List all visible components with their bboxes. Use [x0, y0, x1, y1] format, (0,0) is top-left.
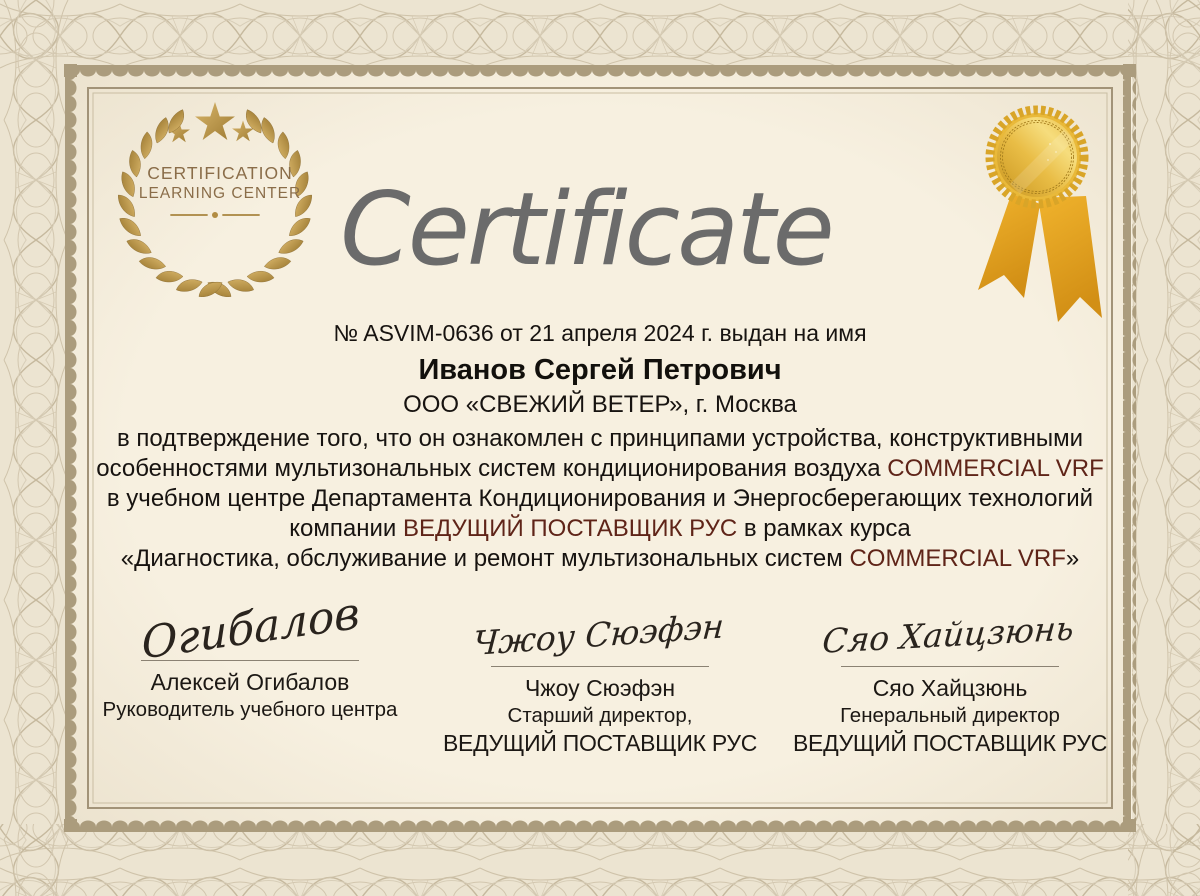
recipient-name: Иванов Сергей Петрович [418, 354, 782, 386]
signatory-name: Сяо Хайцзюнь [872, 675, 1028, 701]
body-line-2: особенностями мультизональных систем кондиционирования воздуха COMMERCIAL VRF [96, 455, 1104, 482]
body-line-4: компании ВЕДУЩИЙ ПОСТАВЩИК РУС в рамках курса [289, 515, 911, 542]
signatory-block [435, 566, 765, 757]
body-line-5: «Диагностика, обслуживание и ремонт мультизональных систем COMMERCIAL VRF» [120, 545, 1080, 572]
logo-line2: LEARNING CENTER [138, 185, 302, 202]
signatory-org: ВЕДУЩИЙ ПОСТАВЩИК РУС [792, 730, 1108, 756]
signatory-role: Генеральный директор [840, 704, 1060, 727]
handwritten-signature: Сяо Хайцзюнь [820, 608, 1076, 661]
body-line-1: в подтверждение того, что он ознакомлен с принципами устройства, конструктивными [116, 425, 1084, 452]
body-line-3: в учебном центре Департамента Кондиционирования и Энергосберегающих технологий [106, 485, 1094, 512]
highlight-company-name: ВЕДУЩИЙ ПОСТАВЩИК РУС [402, 515, 738, 542]
certificate-number-line: № ASVIM-0636 от 21 апреля 2024 г. выдан на имя [333, 320, 867, 346]
signatory-org: ВЕДУЩИЙ ПОСТАВЩИК РУС [442, 730, 758, 756]
handwritten-signature: Огибалов [140, 587, 361, 670]
signatory-name: Чжоу Сюэфэн [524, 675, 676, 701]
signatory-block [85, 566, 415, 757]
signature-row [85, 566, 1115, 757]
certificate-title: Certificate [340, 170, 832, 288]
highlight-commercial-vrf: COMMERCIAL VRF [849, 545, 1066, 572]
certificate-body [95, 424, 1105, 574]
signatory-role: Руководитель учебного центра [102, 698, 398, 721]
signature-line [841, 666, 1059, 667]
highlight-commercial-vrf: COMMERCIAL VRF [887, 455, 1104, 482]
signatory-block [785, 566, 1115, 757]
signatory-name: Алексей Огибалов [150, 669, 350, 695]
logo-line1: CERTIFICATION [147, 163, 293, 183]
handwritten-signature: Чжоу Сюэфэн [471, 606, 726, 664]
signatory-role: Старший директор, [507, 704, 693, 727]
recipient-organization: ООО «СВЕЖИЙ ВЕТЕР», г. Москва [403, 391, 797, 418]
